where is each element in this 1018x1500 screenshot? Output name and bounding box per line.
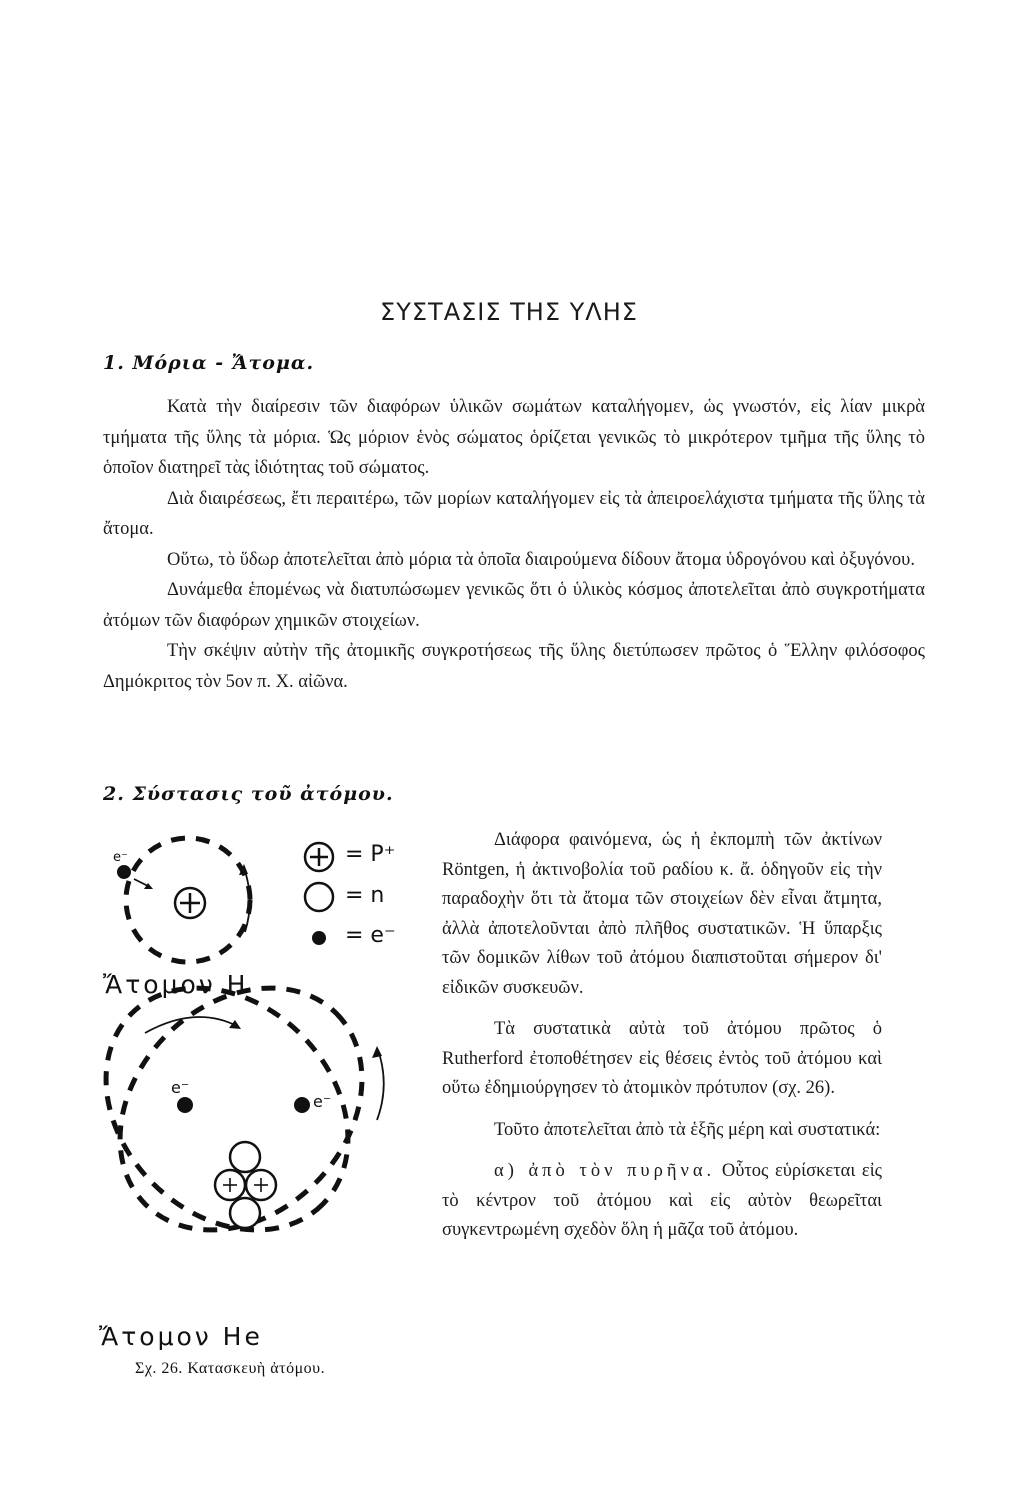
hydrogen-orbit [126,838,250,962]
list-item-text: Οὗτος εὑρίσκεται εἰς τὸ κέντρον τοῦ ἀτόμου καὶ εἰς αὐτὸν θεωρεῖται συγκεντρωμένη σχεδὸν ὅλη ἡ μᾶζα τοῦ ἀτόμου. [442,1161,883,1240]
paragraph: Δυνάμεθα ἑπομένως νὰ διατυπώσωμεν γενικῶς ὅτι ὁ ὑλικὸς κόσμος ἀποτελεῖται ἀπὸ συγκροτήματα ἀτόμων τῶν διαφόρων χημικῶν στοιχείων. [103,580,925,631]
electron-label: e⁻ [313,1092,332,1111]
electron-label: e⁻ [113,850,128,865]
section-heading-atom-composition: 2. Σύστασις τοῦ ἀτόμου. [103,783,394,805]
page-title: ΣΥΣΤΑΣΙΣ ΤΗΣ ΥΛΗΣ [380,298,638,326]
electron-icon [312,931,326,945]
hydrogen-atom-diagram [117,838,250,962]
section-heading-molecules-atoms: 1. Μόρια - Ἄτομα. [103,352,315,374]
electron-label: e⁻ [171,1078,190,1097]
hydrogen-atom-label: Ἄτομον Η [103,970,249,999]
rotation-arrow-icon [377,1050,384,1120]
rotation-arrow-icon [145,1017,237,1033]
legend-electron-label: = e⁻ [345,923,396,948]
legend-neutron-label: = n [345,883,385,908]
neutron-icon [230,1142,260,1172]
paragraph: Οὕτω, τὸ ὕδωρ ἀποτελεῖται ἀπὸ μόρια τὰ ὁποῖα διαιρούμενα δίδουν ἄτομα ὑδρογόνου καὶ ὀξυγόνου. [167,549,915,570]
list-item-nucleus [442,1157,882,1246]
paragraph: Διάφορα φαινόμενα, ὡς ἡ ἐκπομπὴ τῶν ἀκτίνων Röntgen, ἡ ἀκτινοβολία τοῦ ραδίου κ. ἄ. ὁδηγοῦν εἰς τὴν παραδοχὴν ὅτι τὰ ἄτομα τῶν στοιχείων δὲν εἶναι ἄτμητα, ἀλλὰ ἀποτελοῦνται ἀπὸ πλῆθος συστατικῶν. Ἡ ὕπαρξις τῶν δομικῶν λίθων τοῦ ἀτόμου διαπιστοῦται σήμερον δι' εἰδικῶν συσκευῶν. [442,830,882,998]
legend [305,843,333,945]
section2-body [442,826,882,1258]
rotation-arrow-icon [244,868,250,932]
paragraph: Διὰ διαιρέσεως, ἔτι περαιτέρω, τῶν μορίων καταλήγομεν εἰς τὰ ἀπειροελάχιστα τμήματα τῆς ὕλης τὰ ἄτομα. [103,488,925,539]
electron-icon [294,1097,310,1113]
paragraph: Κατὰ τὴν διαίρεσιν τῶν διαφόρων ὑλικῶν σωμάτων καταλήγομεν, ὡς γνωστόν, εἰς λίαν μικρὰ τμήματα τῆς ὕλης τὰ μόρια. Ὡς μόριον ἑνὸς σώματος ὁρίζεται γενικῶς τὸ μικρότερον τμῆμα τῆς ὕλης τὸ ὁποῖον διατηρεῖ τὰς ἰδιότητας τοῦ σώματος. [103,397,925,478]
electron-icon [177,1097,193,1113]
paragraph: Τὰ συστατικὰ αὐτὰ τοῦ ἀτόμου πρῶτος ὁ Rutherford ἐτοποθέτησεν εἰς θέσεις ἐντὸς τοῦ ἀτόμου καὶ οὕτω ἐδημιούργησεν τὸ ἀτομικὸν πρότυπον (σχ. 26). [442,1019,882,1098]
paragraph: Τοῦτο ἀποτελεῖται ἀπὸ τὰ ἑξῆς μέρη καὶ συστατικά: [494,1119,881,1140]
atom-structure-figure [95,820,425,1390]
list-item-label: α) ἀπὸ τὸν πυρῆνα. [494,1161,716,1181]
paragraph: Τὴν σκέψιν αὐτὴν τῆς ἀτομικῆς συγκροτήσεως τῆς ὕλης διετύπωσεν πρῶτος ὁ Ἕλλην φιλόσοφος Δημόκριτος τὸν 5ον π. Χ. αἰῶνα. [103,641,925,692]
figure-caption: Σχ. 26. Κατασκευὴ ἀτόμου. [135,1360,326,1377]
electron-icon [117,865,131,879]
neutron-icon [305,883,333,911]
neutron-icon [230,1198,260,1228]
section1-body [103,392,925,697]
helium-atom-label: Ἄτομον He [99,1322,263,1351]
legend-proton-label: = P⁺ [345,842,396,867]
